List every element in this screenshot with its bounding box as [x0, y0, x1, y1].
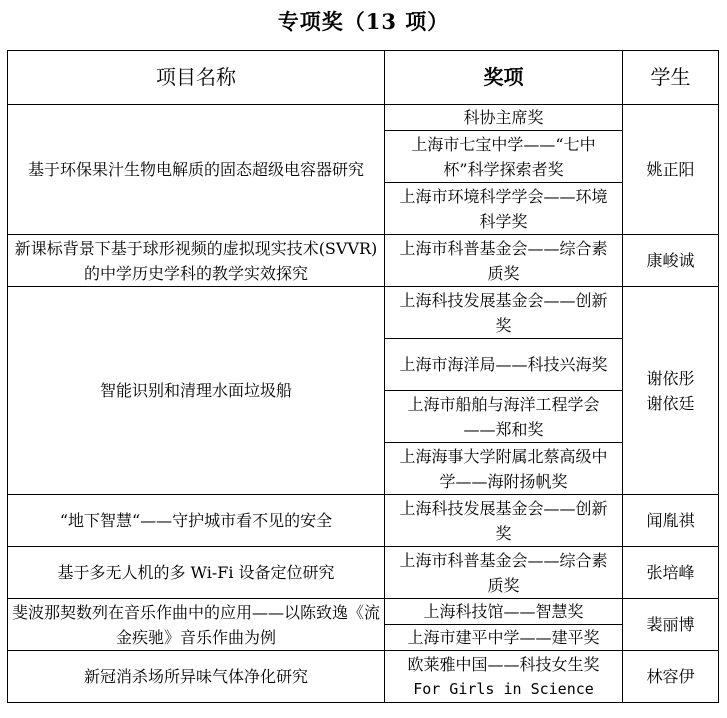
table-row [8, 235, 719, 287]
award-cell: 上海市环境科学学会——环境科学奖 [385, 183, 623, 235]
student-name: 谢依彤 [646, 368, 695, 388]
project-name-cell: 基于多无人机的多 Wi-Fi 设备定位研究 [8, 547, 385, 599]
student-cell: 张培峰 [623, 547, 719, 599]
header-student: 学生 [623, 51, 719, 105]
award-cell: 上海市建平中学——建平奖 [385, 625, 623, 651]
award-cell: 上海市科普基金会——综合素质奖 [385, 235, 623, 287]
table-row [8, 105, 719, 131]
table-row [8, 495, 719, 547]
project-name-cell: “地下智慧“——守护城市看不见的安全 [8, 495, 385, 547]
project-name-cell: 新冠消杀场所异味气体净化研究 [8, 651, 385, 703]
award-cell: 上海海事大学附属北蔡高级中学——海附扬帆奖 [385, 443, 623, 495]
project-name-cell: 斐波那契数列在音乐作曲中的应用——以陈致逸《流金疾驰》音乐作曲为例 [8, 599, 385, 651]
header-project: 项目名称 [8, 51, 385, 105]
award-line: 欧莱雅中国——科技女生奖 [407, 654, 600, 674]
student-cell [623, 287, 719, 495]
project-name-cell: 基于环保果汁生物电解质的固态超级电容器研究 [8, 105, 385, 235]
project-name-cell: 智能识别和清理水面垃圾船 [8, 287, 385, 495]
award-cell [385, 651, 623, 703]
student-cell: 闻胤祺 [623, 495, 719, 547]
award-cell: 上海科技馆——智慧奖 [385, 599, 623, 625]
awards-table [7, 50, 719, 703]
student-cell: 康峻诚 [623, 235, 719, 287]
table-header-row [8, 51, 719, 105]
award-cell: 上海科技发展基金会——创新奖 [385, 495, 623, 547]
project-name-cell: 新课标背景下基于球形视频的虚拟现实技术(SVVR)的中学历史学科的教学实效探究 [8, 235, 385, 287]
award-cell: 上海市科普基金会——综合素质奖 [385, 547, 623, 599]
header-award: 奖项 [385, 51, 623, 105]
student-cell: 裴丽博 [623, 599, 719, 651]
student-cell: 姚正阳 [623, 105, 719, 235]
table-row [8, 547, 719, 599]
award-cell: 上海科技发展基金会——创新奖 [385, 287, 623, 339]
table-row [8, 651, 719, 703]
award-line: For Girls in Science [413, 679, 594, 698]
table-row [8, 287, 719, 339]
page-title: 专项奖（13 项） [277, 9, 450, 34]
student-cell: 林容伊 [623, 651, 719, 703]
award-cell: 上海市七宝中学——“七中杯”科学探索者奖 [385, 131, 623, 183]
award-cell: 上海市船舶与海洋工程学会——郑和奖 [385, 391, 623, 443]
award-cell: 上海市海洋局——科技兴海奖 [385, 339, 623, 391]
table-row [8, 599, 719, 625]
award-cell: 科协主席奖 [385, 105, 623, 131]
student-name: 谢依廷 [646, 393, 695, 413]
